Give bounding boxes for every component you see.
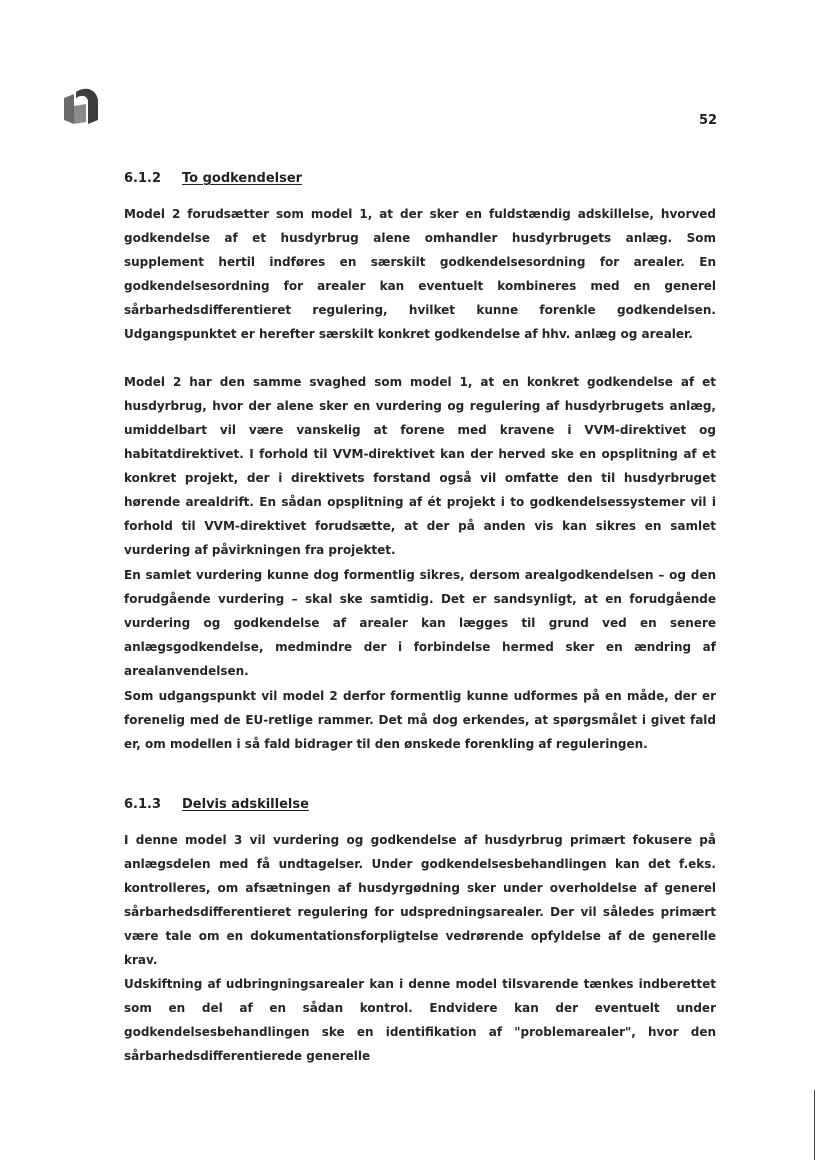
section-heading (124, 797, 309, 812)
paragraph: Udskiftning af udbringningsarealer kan i denne model tilsvarende tænkes indberettet som en del af en sådan kontrol. Endvidere kan der eventuelt under godkendelsesbehandlingen ske en identifikation af "problemarealer", hvor den sårbarhedsdifferentierede generelle (124, 977, 716, 1063)
paragraph: En samlet vurdering kunne dog formentlig sikres, dersom arealgodkendelsen – og den forudgående vurdering – skal ske samtidig. Det er sandsynligt, at en forudgående vurdering og godkendelse af arealer kan lægges til grund ved en senere anlægsgodkendelse, medmindre der i forbindelse hermed sker en ændring af arealanvendelsen. (124, 568, 716, 678)
section-number: 6.1.3 (124, 797, 162, 812)
paragraph: Model 2 forudsætter som model 1, at der sker en fuldstændig adskillelse, hvorved godkendelse af et husdyrbrug alene omhandler husdyrbrugets anlæg. Som supplement hertil indføres en særskilt godkendelsesordning for arealer. En godkendelsesordning for arealer kan eventuelt kombineres med en generel sårbarhedsdifferentieret regulering, hvilket kunne forenkle godkendelsen. Udgangspunktet er herefter særskilt konkret godkendelse af hhv. anlæg og arealer. (124, 207, 716, 341)
publisher-logo-icon (60, 84, 102, 130)
paragraph: Som udgangspunkt vil model 2 derfor formentlig kunne udformes på en måde, der er forenelig med de EU-retlige rammer. Det må dog erkendes, at spørgsmålet i givet fald er, om modellen i så fald bidrager til den ønskede forenkling af reguleringen. (124, 689, 716, 751)
section-number: 6.1.2 (124, 171, 162, 186)
section-title: To godkendelser (182, 171, 303, 186)
section-title: Delvis adskillelse (182, 797, 309, 812)
paragraph: I denne model 3 vil vurdering og godkendelse af husdyrbrug primært fokusere på anlægsdelen med få undtagelser. Under godkendelsesbehandlingen kan det f.eks. kontrolleres, om afsætningen af husdyrgødning sker under overholdelse af generel sårbarhedsdifferentieret regulering for udspredningsarealer. Der vil således primært være tale om en dokumentationsforpligtelse vedrørende opfyldelse af de generelle krav. (124, 833, 716, 967)
section-heading (124, 171, 302, 186)
scan-edge-mark (814, 1090, 815, 1160)
page-number: 52 (699, 113, 718, 128)
paragraph: Model 2 har den samme svaghed som model 1, at en konkret godkendelse af et husdyrbrug, hvor der alene sker en vurdering og regulering af husdyrbrugets anlæg, umiddelbart vil være vanskelig at forene med kravene i VVM-direktivet og habitatdirektivet. I forhold til VVM-direktivet kan der herved ske en opsplitning af et konkret projekt, der i direktivets forstand også vil omfatte den til husdyrbruget hørende arealdrift. En sådan opsplitning af ét projekt i to godkendelsessystemer vil i forhold til VVM-direktivet forudsætte, at der på anden vis kan sikres en samlet vurdering af påvirkningen fra projektet. (124, 375, 716, 557)
